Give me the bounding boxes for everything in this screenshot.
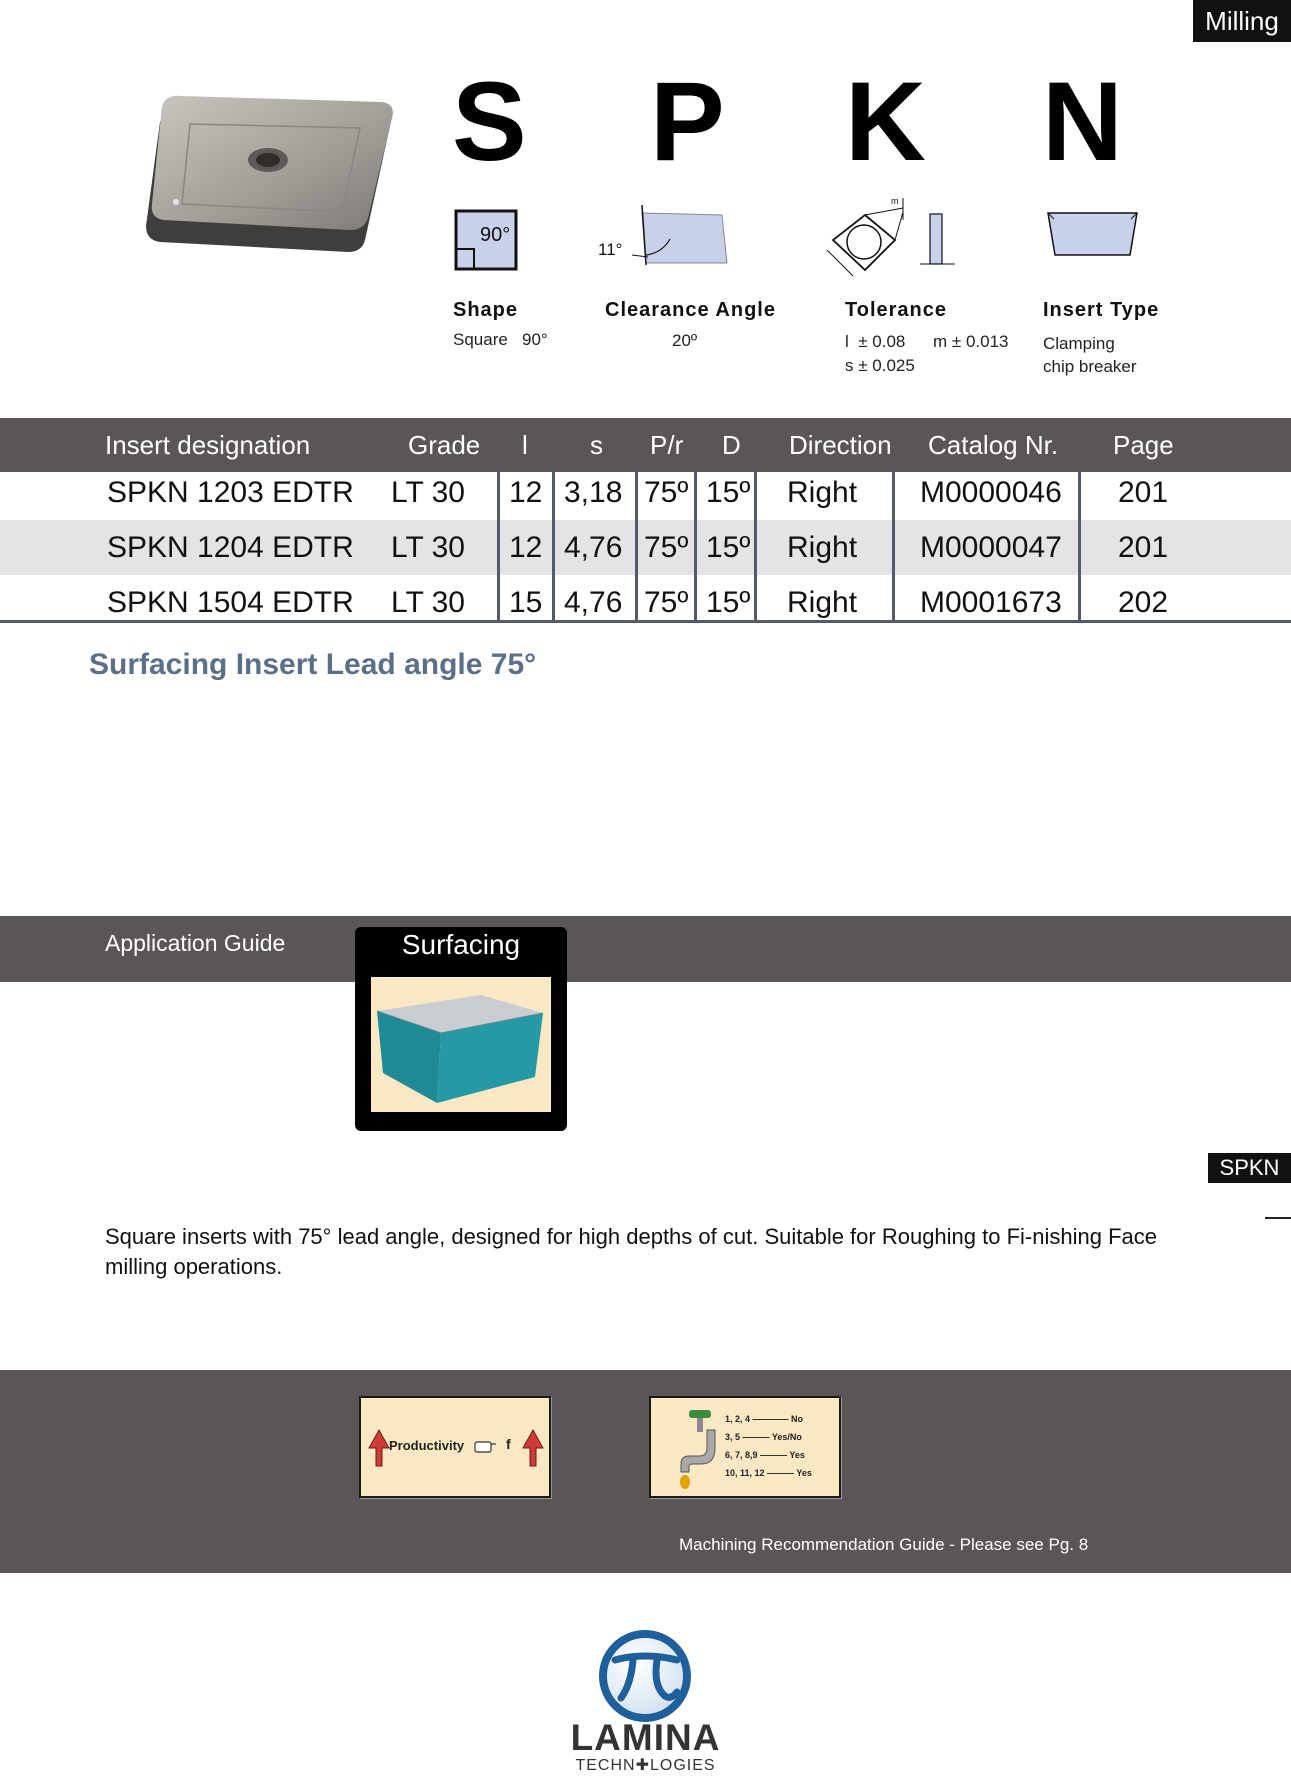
cell-d: 15º <box>706 531 751 564</box>
table-bottom-border <box>0 620 1291 623</box>
tolerance-icon <box>815 190 965 280</box>
side-tag: SPKN <box>1208 1153 1291 1183</box>
section-title: Surfacing Insert Lead angle 75° <box>89 648 537 681</box>
cell-pr: 75º <box>644 531 689 564</box>
clearance-angle-icon <box>592 205 732 275</box>
header-pr: P/r <box>650 430 684 460</box>
machining-note: Machining Recommendation Guide - Please see Pg. 8 <box>679 1535 1089 1554</box>
header-direction: Direction <box>789 430 892 460</box>
tolerance-title: Tolerance <box>845 299 947 321</box>
insert-type-title: Insert Type <box>1043 299 1160 321</box>
logo-wordmark: LAMINA <box>570 1717 721 1758</box>
cell-d: 15º <box>706 476 751 509</box>
feed-symbol: f <box>506 1436 511 1452</box>
insert-photo <box>130 92 410 282</box>
shape-title: Shape <box>453 299 519 321</box>
clearance-value: 20º <box>672 331 698 350</box>
column-divider <box>694 472 697 622</box>
logo-subtitle: TECHN✚LOGIES <box>575 1757 716 1774</box>
cell-l: 12 <box>509 476 543 509</box>
coolant-line: 1, 2, 4 ———— No <box>725 1414 804 1424</box>
clearance-title: Clearance Angle <box>605 299 776 321</box>
cell-page: 201 <box>1118 531 1169 564</box>
productivity-label: Productivity <box>389 1438 465 1453</box>
surfacing-block-icon <box>371 977 551 1112</box>
cell-s: 4,76 <box>564 586 623 619</box>
header-page: Page <box>1113 430 1174 460</box>
insert-type-line2: chip breaker <box>1043 357 1137 376</box>
cell-catalog: M0001673 <box>920 586 1062 619</box>
section-tag: Milling <box>1193 0 1291 42</box>
column-divider <box>552 472 555 622</box>
tolerance-l-value: l ± 0.08 <box>845 332 906 351</box>
letter-shape: S <box>452 59 527 184</box>
header-d: D <box>722 430 741 460</box>
machining-band <box>0 1370 1291 1573</box>
header-designation: Insert designation <box>105 430 311 460</box>
header-catalog: Catalog Nr. <box>928 430 1059 460</box>
header-l: l <box>522 430 528 460</box>
coolant-line: 6, 7, 8,9 ——— Yes <box>725 1450 805 1460</box>
cell-grade: LT 30 <box>391 531 465 564</box>
cell-l: 12 <box>509 531 543 564</box>
cell-direction: Right <box>787 476 858 509</box>
cell-page: 201 <box>1118 476 1169 509</box>
coolant-box <box>649 1396 841 1498</box>
insert-type-icon <box>1040 205 1145 265</box>
header-grade: Grade <box>408 430 481 460</box>
application-guide-label: Application Guide <box>105 930 286 956</box>
tolerance-m-value: m ± 0.013 <box>933 332 1009 351</box>
cell-catalog: M0000047 <box>920 531 1062 564</box>
header-s: s <box>590 430 603 460</box>
table-header <box>0 418 1291 472</box>
square-shape-icon <box>450 205 530 275</box>
arrow-up-icon <box>521 1428 545 1468</box>
cell-d: 15º <box>706 586 751 619</box>
clearance-angle-label: 11° <box>598 240 623 259</box>
tolerance-s-value: s ± 0.025 <box>845 356 915 375</box>
productivity-box <box>359 1396 551 1498</box>
cell-pr: 75º <box>644 476 689 509</box>
cell-designation: SPKN 1203 EDTR <box>107 476 354 509</box>
cell-page: 202 <box>1118 586 1169 619</box>
column-divider <box>892 472 895 622</box>
cell-s: 3,18 <box>564 476 623 509</box>
shape-value: Square 90° <box>453 330 548 349</box>
table-row <box>0 465 1291 520</box>
side-tag-dash <box>1265 1217 1291 1219</box>
letter-tolerance: K <box>845 59 926 184</box>
cell-designation: SPKN 1504 EDTR <box>107 586 354 619</box>
shape-angle-label: 90° <box>480 224 511 246</box>
description-text: Square inserts with 75° lead angle, designed for high depths of cut. Suitable for Roughing to Fi-nishing Face milling operations. <box>105 1224 1157 1279</box>
column-divider <box>635 472 638 622</box>
surfacing-card <box>355 927 567 1131</box>
arrow-up-icon <box>367 1428 391 1468</box>
letter-clearance: P <box>650 59 725 184</box>
hand-pointer-icon <box>473 1438 497 1456</box>
cell-grade: LT 30 <box>391 586 465 619</box>
column-divider <box>1078 472 1081 622</box>
cell-catalog: M0000046 <box>920 476 1062 509</box>
table-row <box>0 520 1291 575</box>
cell-s: 4,76 <box>564 531 623 564</box>
surfacing-label: Surfacing <box>401 929 521 960</box>
letter-type: N <box>1042 59 1123 184</box>
coolant-line: 3, 5 ——— Yes/No <box>725 1432 802 1442</box>
cell-pr: 75º <box>644 586 689 619</box>
cell-designation: SPKN 1204 EDTR <box>107 531 354 564</box>
column-divider <box>754 472 757 622</box>
tolerance-m-label: m <box>891 196 899 206</box>
cell-l: 15 <box>509 586 543 619</box>
coolant-line: 10, 11, 12 ——— Yes <box>725 1468 812 1478</box>
column-divider <box>497 472 500 622</box>
coolant-tap-icon <box>669 1408 721 1490</box>
cell-direction: Right <box>787 586 858 619</box>
insert-type-line1: Clamping <box>1043 334 1115 353</box>
cell-direction: Right <box>787 531 858 564</box>
cell-grade: LT 30 <box>391 476 465 509</box>
